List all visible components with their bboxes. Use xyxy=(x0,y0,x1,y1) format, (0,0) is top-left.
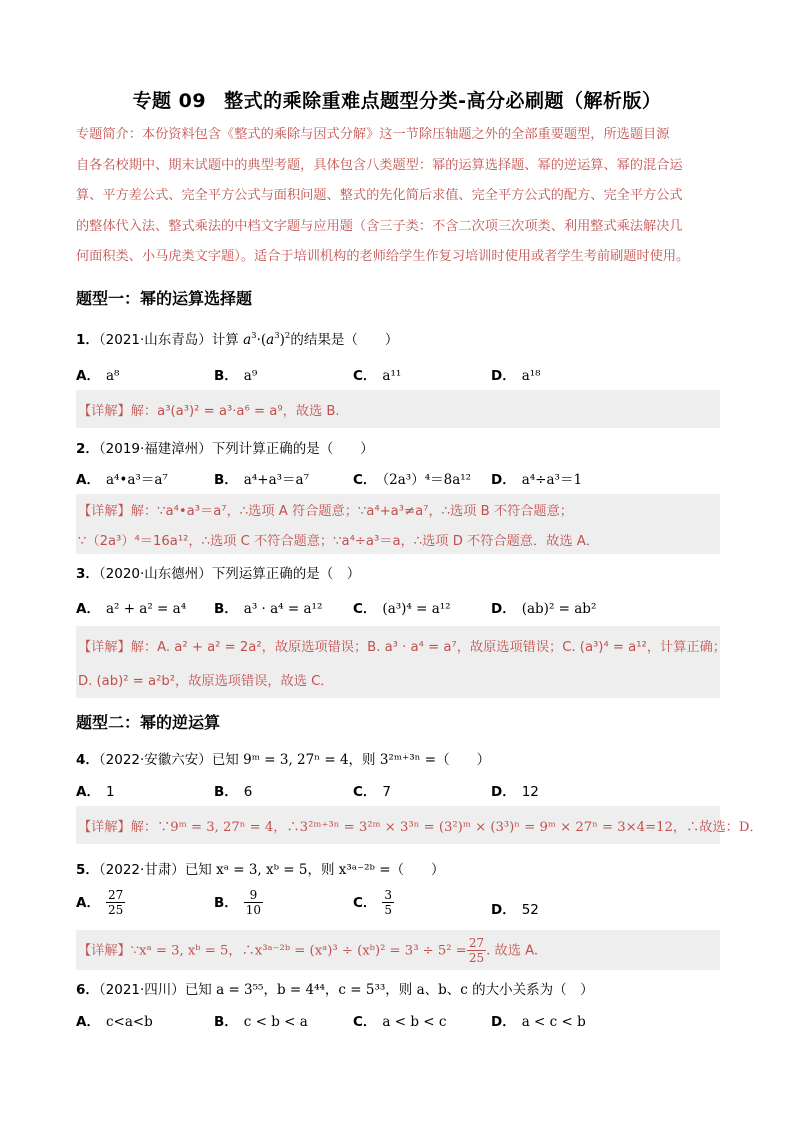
option-d: D． a¹⁸ xyxy=(491,368,541,384)
question-source: （2021·山东青岛） xyxy=(98,332,212,348)
question-6: 6．（2021·四川）已知 a = 3⁵⁵，b = 4⁴⁴，c = 5³³，则 a、b、c 的大小关系为（ ） xyxy=(76,982,594,998)
title-prefix: 专题 09 xyxy=(132,90,207,112)
section-heading: 题型二：幂的逆运算 xyxy=(76,713,221,732)
option-a: A． a⁴•a³＝a⁷ xyxy=(76,472,168,488)
option-b: B． 6 xyxy=(214,784,253,800)
option-c: C． (a³)⁴ = a¹² xyxy=(353,601,451,617)
intro-line: 何面积类、小马虎类文字题）。适合于培训机构的老师给学生作复习培训时使用或者学生考前刷题时使用。 xyxy=(76,249,690,265)
option-b: B． a³ · a⁴ = a¹² xyxy=(214,601,323,617)
question-text: 计算 xyxy=(211,332,239,348)
question-4: 4．（2022·安徽六安）已知 9ᵐ = 3, 27ⁿ = 4，则 3²ᵐ⁺³ⁿ =（ ） xyxy=(76,752,491,768)
option-b: B． a⁴+a³＝a⁷ xyxy=(214,472,309,488)
document-title xyxy=(0,86,794,113)
option-a: A． 1 xyxy=(76,784,115,800)
option-d: D． 12 xyxy=(491,784,539,800)
intro-line: 算、平方差公式、完全平方公式与面积问题、整式的先化简后求值、完全平方公式的配方、完全平方公式 xyxy=(76,188,683,204)
option-d: D． 52 xyxy=(491,902,539,918)
answer-box-q5: 【详解】∵xᵃ = 3, xᵇ = 5，∴x³ᵃ⁻²ᵇ = (xᵃ)³ ÷ (xᵇ)² = 3³ ÷ 5² = $\frac{27}{25}$ . 故选 A. xyxy=(76,930,720,970)
question-5: 5．（2022·甘肃）已知 xᵃ = 3, xᵇ = 5，则 x³ᵃ⁻²ᵇ =（ ） xyxy=(76,862,445,878)
options-q4 xyxy=(76,780,720,802)
option-b: B． a⁹ xyxy=(214,368,258,384)
option-a: A． c<a<b xyxy=(76,1014,153,1030)
option-d: D． (ab)² = ab² xyxy=(491,601,597,617)
title-main: 整式的乘除重难点题型分类-高分必刷题（解析版） xyxy=(224,90,662,112)
question-formula: $a^3\cdot(a^3)^2$ xyxy=(243,331,291,348)
question-text: 的结果是（ ） xyxy=(290,332,399,348)
answer-box-q4: 【详解】解：∵9ᵐ = 3, 27ⁿ = 4，∴3²ᵐ⁺³ⁿ = 3²ᵐ × 3³ⁿ = (3²)ᵐ × (3³)ⁿ = 9ᵐ × 27ⁿ = 3×4=12，∴故选：D． xyxy=(76,806,720,844)
question-1 xyxy=(76,328,398,348)
question-number: 1． xyxy=(76,332,99,348)
options-q3 xyxy=(76,597,720,619)
answer-text: 解：a³(a³)² = a³·a⁶ = a⁹，故选 B. xyxy=(130,404,340,419)
options-q6 xyxy=(76,1010,720,1032)
options-q2 xyxy=(76,468,720,490)
intro-line: 自各名校期中、期末试题中的典型考题，具体包含八类题型：幂的运算选择题、幂的逆运算、幂的混合运 xyxy=(76,157,683,173)
option-d: D． a⁴÷a³＝1 xyxy=(491,472,583,488)
intro-paragraph xyxy=(76,120,720,273)
option-a: A． a⁸ xyxy=(76,368,120,384)
option-c: C． 7 xyxy=(353,784,392,800)
option-a: A． $\frac{27}{25}$ xyxy=(76,888,124,917)
option-b: B． $\frac{9}{10}$ xyxy=(214,888,262,917)
intro-line: 的整体代入法、整式乘法的中档文字题与应用题（含三子类：不含二次项三次项类、利用整式乘法解决几 xyxy=(76,218,683,234)
option-c: C． a¹¹ xyxy=(353,368,402,384)
option-a: A． a² + a² = a⁴ xyxy=(76,601,187,617)
question-number: 2． xyxy=(76,441,99,457)
question-3: 3．（2020·山东德州）下列运算正确的是（ ） xyxy=(76,566,361,582)
intro-line: 专题简介：本份资料包含《整式的乘除与因式分解》这一节除压轴题之外的全部重要题型，所选题目源 xyxy=(76,127,670,142)
option-c: C． （2a³）⁴＝8a¹² xyxy=(353,472,472,488)
section-heading: 题型一：幂的运算选择题 xyxy=(76,289,253,308)
options-q5 xyxy=(76,888,720,924)
option-c: C． $\frac{3}{5}$ xyxy=(353,888,393,917)
option-d: D． a < c < b xyxy=(491,1014,586,1030)
option-c: C． a < b < c xyxy=(353,1014,447,1030)
answer-box-q3: 【详解】解：A. a² + a² = 2a²，故原选项错误；B. a³ · a⁴ = a⁷，故原选项错误；C. (a³)⁴ = a¹²，计算正确； D. (ab)² = a²b²，故原选项错误，故选 C． xyxy=(76,626,720,698)
options-q1 xyxy=(76,364,720,386)
answer-box-q1 xyxy=(76,390,720,428)
option-b: B． c < b < a xyxy=(214,1014,308,1030)
answer-box-q2: 【详解】解：∵a⁴•a³＝a⁷，∴选项 A 符合题意；∵a⁴+a³≠a⁷，∴选项 B 不符合题意； ∵（2a³）⁴＝16a¹²，∴选项 C 不符合题意；∵a⁴÷a³＝a，∴选项 D 不符合题意．故选 A． xyxy=(76,494,720,554)
question-text: 下列计算正确的是（ ） xyxy=(211,441,374,457)
question-2 xyxy=(76,437,374,457)
question-source: （2019·福建漳州） xyxy=(98,441,212,457)
answer-tag: 【详解】 xyxy=(78,404,131,419)
